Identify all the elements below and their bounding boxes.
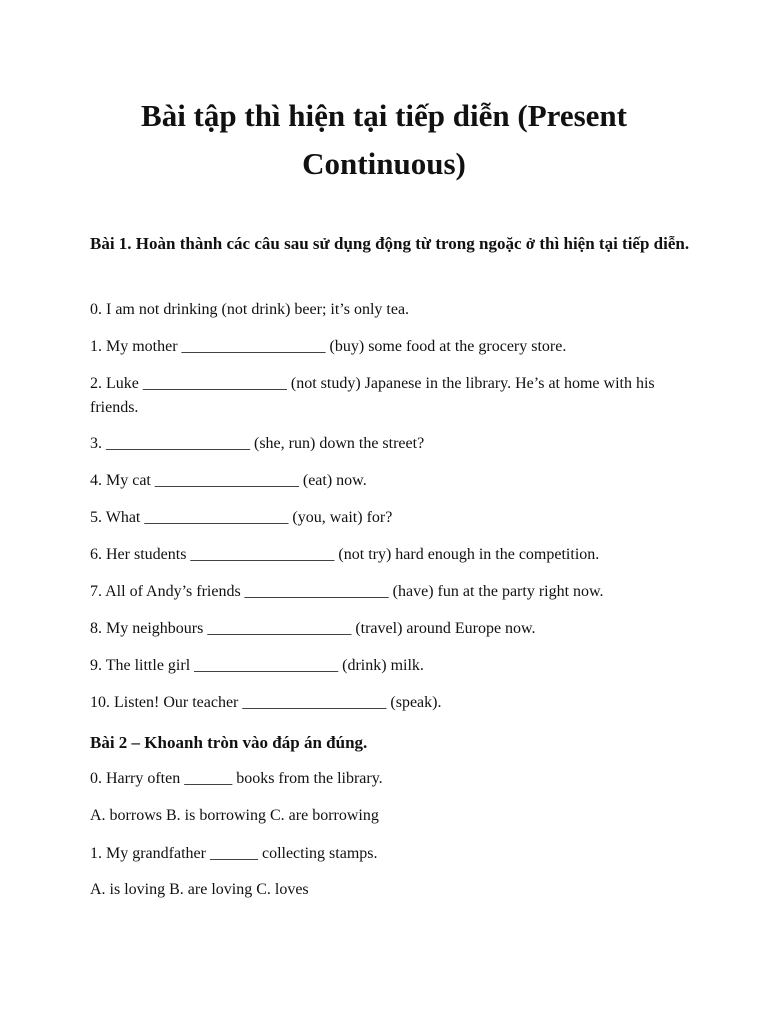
exercise-1-item: 10. Listen! Our teacher __________________ (speak). <box>90 694 442 711</box>
exercise-2-question: 0. Harry often ______ books from the library. <box>90 770 383 787</box>
exercise-1-item: 1. My mother __________________ (buy) some food at the grocery store. <box>90 338 567 355</box>
exercise-1-heading: Bài 1. Hoàn thành các câu sau sử dụng động từ trong ngoặc ở thì hiện tại tiếp diễn. <box>90 234 690 253</box>
exercise-1-item: 5. What __________________ (you, wait) for? <box>90 509 393 526</box>
page-title-line-2: Continuous) <box>302 146 466 181</box>
exercise-1-item: 0. I am not drinking (not drink) beer; it’s only tea. <box>90 301 410 318</box>
exercise-1-item: 4. My cat __________________ (eat) now. <box>90 472 367 489</box>
exercise-1-item: 8. My neighbours __________________ (travel) around Europe now. <box>90 620 536 637</box>
exercise-2-heading: Bài 2 – Khoanh tròn vào đáp án đúng. <box>90 733 368 752</box>
exercise-2-options: A. is loving B. are loving C. loves <box>90 881 309 898</box>
exercise-1-item: 6. Her students __________________ (not try) hard enough in the competition. <box>90 546 600 563</box>
exercise-1-item: 3. __________________ (she, run) down the street? <box>90 435 425 452</box>
page-title <box>0 92 768 188</box>
exercise-1-item: 7. All of Andy’s friends __________________ (have) fun at the party right now. <box>90 583 604 600</box>
exercise-1-item: 9. The little girl __________________ (drink) milk. <box>90 657 424 674</box>
exercise-1-item: 2. Luke __________________ (not study) Japanese in the library. He’s at home with his friends. <box>90 375 659 416</box>
exercise-2-question: 1. My grandfather ______ collecting stamps. <box>90 845 378 862</box>
exercise-2-options: A. borrows B. is borrowing C. are borrowing <box>90 807 379 824</box>
page-title-line-1: Bài tập thì hiện tại tiếp diễn (Present <box>141 98 627 133</box>
